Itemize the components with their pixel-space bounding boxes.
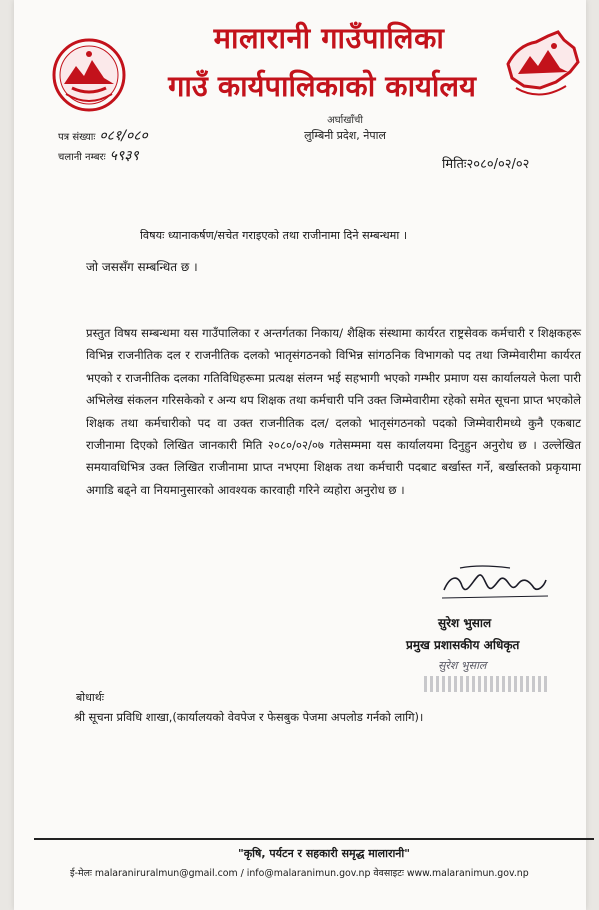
name-stamp: सुरेश भुसाल	[438, 659, 487, 672]
organization-name: मालारानी गाउँपालिका	[213, 21, 445, 55]
handwritten-signature	[440, 562, 550, 602]
nepal-map-emblem-icon	[500, 22, 582, 112]
letter-body: प्रस्तुत विषय सम्बन्धमा यस गाउँपालिका र अन्तर्गतका निकाय/ शैक्षिक संस्थामा कार्यरत राष्ट्रसेवक कर्मचारी र शिक्षकहरू विभिन्न राजनीतिक दल र राजनीतिक दलको भातृसंगठनको विभिन्न सांगठनिक विभागको पद तथा जिम्मेवारीमा कार्यरत भएको र राजनीतिक दलका गतिविधिहरूमा प्रत्यक्ष संलग्न भई सहभागी भएको गम्भीर प्रमाण यस कार्यालयले फेला पारी अभिलेख संकलन गरिसकेको र अन्य थप शिक्षक तथा कर्मचारी पनि उक्त जिम्मेवारीमा रहेको समेत सूचना प्राप्त भएकोले शिक्षक तथा कर्मचारीको पद वा उक्त राजनीतिक दल/ दलको भातृसंगठनको पदको जिम्मेवारीमध्ये कुनै एकबाट राजीनामा दिएको लिखित जानकारी मिति २०८०/०२/०७ गतेसम्ममा यस कार्यालयमा दिनुहुन अनुरोध छ । उल्लेखित समयावधिभित्र उक्त लिखित राजीनामा प्राप्त नभएमा शिक्षक तथा कर्मचारी पदबाट बर्खास्त गर्ने, बर्खास्तको प्रकृयामा अगाडि बढ्ने वा नियमानुसारको आवश्यक कारवाही गरिने व्यहोरा अनुरोध छ ।	[86, 326, 581, 497]
footer-divider	[34, 838, 594, 840]
address-province: लुम्बिनी प्रदेश, नेपाल	[304, 129, 386, 142]
footer-motto: "कृषि, पर्यटन र सहकारी समृद्ध मालारानी"	[238, 847, 410, 860]
letter-date: मितिः२०८०/०२/०२	[442, 157, 530, 172]
reference-value: ०८१/०८०	[99, 128, 148, 144]
dispatch-label: चलानी नम्बरः	[58, 152, 106, 163]
address-district: अर्घाखाँची	[327, 115, 363, 126]
letter-subject: विषयः ध्यानाकर्षण/सचेत गराइएको तथा राजीनामा दिने सम्बन्धमा ।	[140, 229, 408, 242]
nepal-emblem-icon	[52, 38, 126, 112]
title-stamp	[424, 676, 550, 692]
salutation: जो जससँग सम्बन्धित छ ।	[86, 260, 198, 274]
reference-label: पत्र संख्याः	[58, 132, 96, 143]
dispatch-value: ५९३९	[109, 148, 139, 164]
signer-name: सुरेश भुसाल	[438, 616, 492, 630]
dispatch-number	[58, 146, 139, 165]
cc-recipient: श्री सूचना प्रविधि शाखा,(कार्यालयको वेवपेज र फेसबुक पेजमा अपलोड गर्नको लागि)।	[74, 710, 424, 724]
letter-page	[14, 0, 586, 910]
signer-title: प्रमुख प्रशासकीय अधिकृत	[406, 638, 520, 652]
footer-contact: ई-मेलः malaraniruralmun@gmail.com / info@malaranimun.gov.np वेवसाइटः www.malaranimun.gov.np	[70, 868, 529, 879]
cc-label: बोधार्थः	[76, 691, 104, 704]
reference-number	[58, 126, 148, 145]
office-name: गाउँ कार्यपालिकाको कार्यालय	[168, 69, 476, 103]
